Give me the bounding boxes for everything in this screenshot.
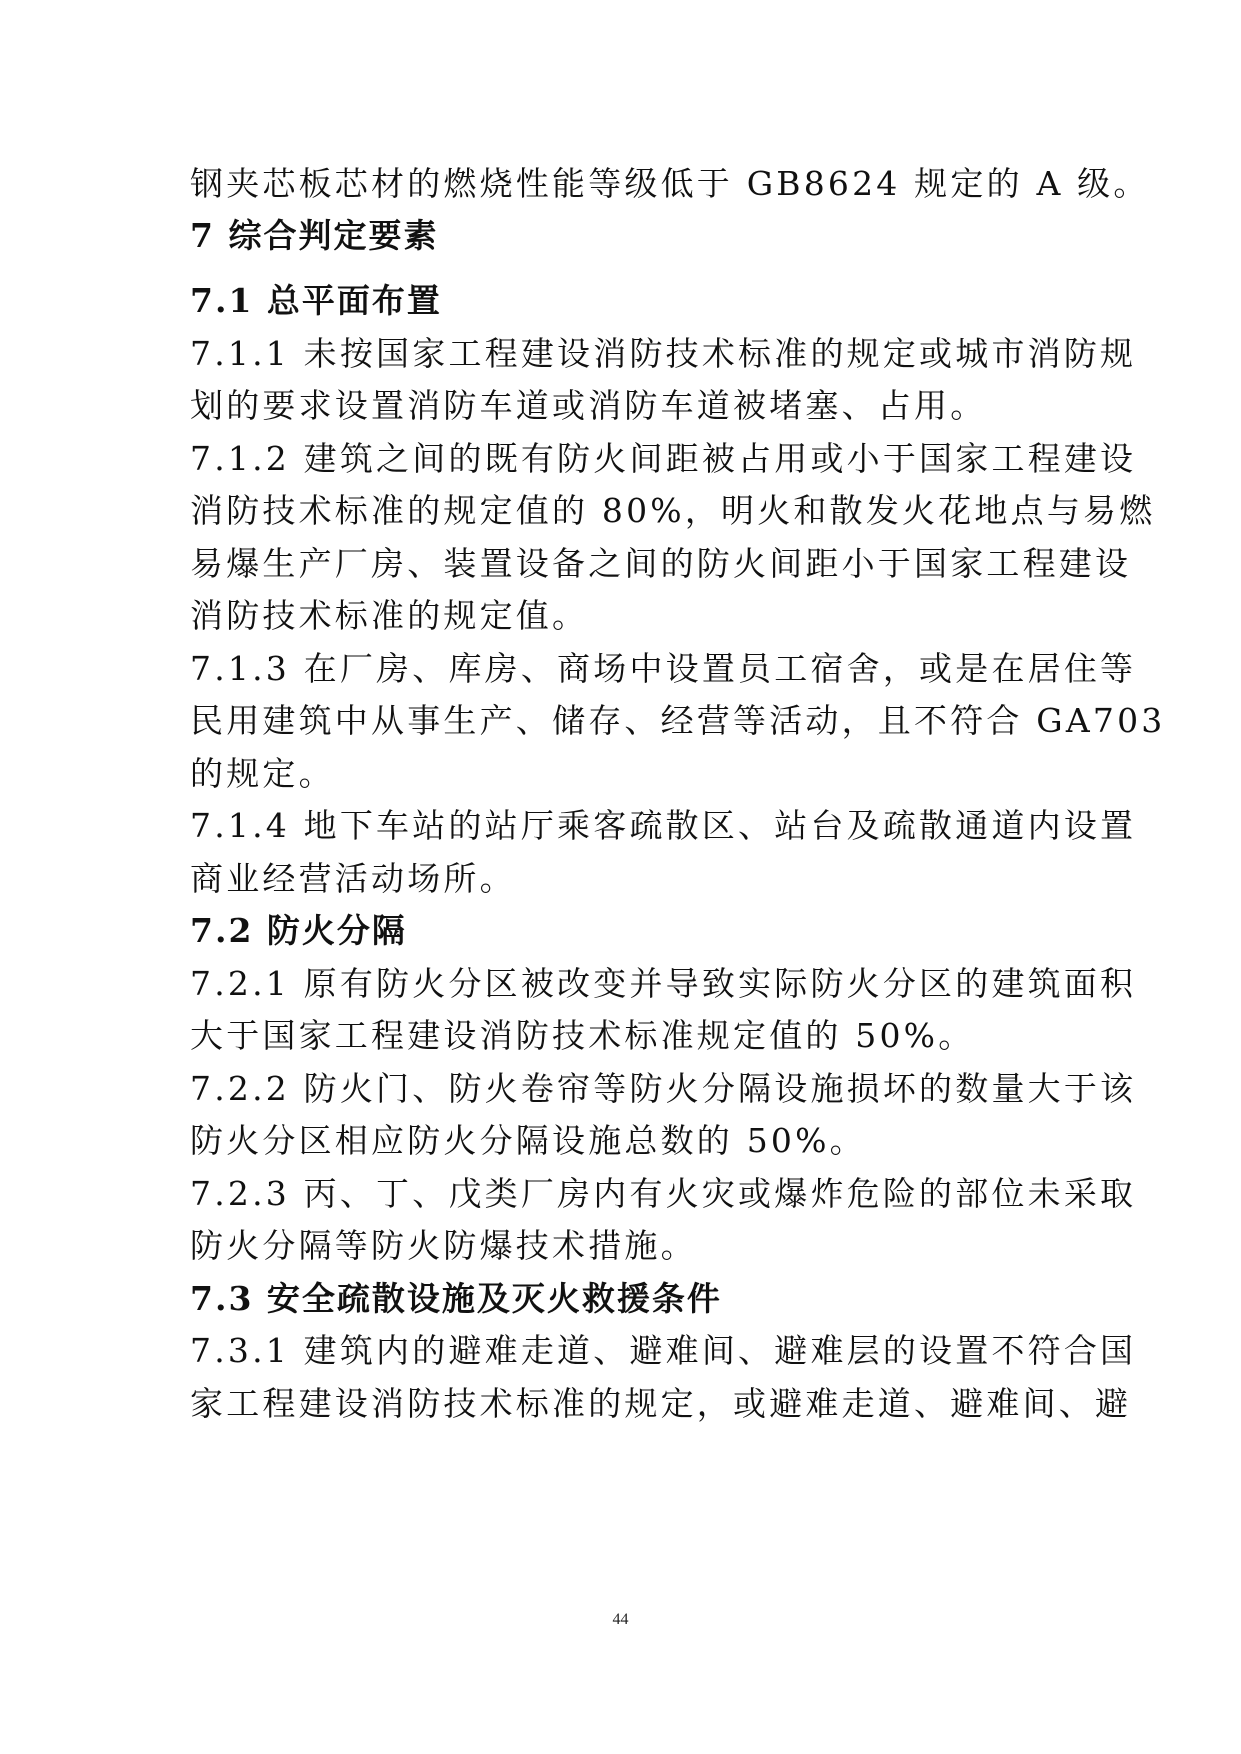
body-text-line: 大于国家工程建设消防技术标准规定值的 50%。 xyxy=(190,1016,975,1055)
body-text-line: 防火分区相应防火分隔设施总数的 50%。 xyxy=(190,1121,866,1160)
subsection-heading: 7.2 防火分隔 xyxy=(190,911,407,950)
body-text-line: 7.3.1 建筑内的避难走道、避难间、避难层的设置不符合国 xyxy=(190,1331,1137,1370)
body-text-line: 7.2.2 防火门、防火卷帘等防火分隔设施损坏的数量大于该 xyxy=(190,1069,1137,1108)
body-text-line: 7.1.4 地下车站的站厅乘客疏散区、站台及疏散通道内设置 xyxy=(190,806,1137,845)
section-heading: 7 综合判定要素 xyxy=(190,216,439,255)
body-text-line: 家工程建设消防技术标准的规定，或避难走道、避难间、避 xyxy=(190,1384,1132,1423)
body-text-line: 消防技术标准的规定值的 80%，明火和散发火花地点与易燃 xyxy=(190,491,1156,530)
subsection-heading: 7.3 安全疏散设施及灭火救援条件 xyxy=(190,1279,722,1318)
page-number: 44 xyxy=(612,1611,629,1628)
body-text-line: 7.1.2 建筑之间的既有防火间距被占用或小于国家工程建设 xyxy=(190,439,1137,478)
body-text-line: 7.2.1 原有防火分区被改变并导致实际防火分区的建筑面积 xyxy=(190,964,1137,1003)
body-text-line: 划的要求设置消防车道或消防车道被堵塞、占用。 xyxy=(190,386,987,425)
body-text-line: 的规定。 xyxy=(190,754,335,793)
body-text-line: 7.1.1 未按国家工程建设消防技术标准的规定或城市消防规 xyxy=(190,334,1137,373)
body-text-line: 民用建筑中从事生产、储存、经营等活动，且不符合 GA703 xyxy=(190,701,1166,740)
body-text-line: 7.1.3 在厂房、库房、商场中设置员工宿舍，或是在居住等 xyxy=(190,649,1137,688)
body-text-line: 消防技术标准的规定值。 xyxy=(190,596,589,635)
body-text-line: 防火分隔等防火防爆技术措施。 xyxy=(190,1226,697,1265)
body-text-line: 钢夹芯板芯材的燃烧性能等级低于 GB8624 规定的 A 级。 xyxy=(190,164,1150,203)
subsection-heading: 7.1 总平面布置 xyxy=(190,281,442,320)
body-text-line: 商业经营活动场所。 xyxy=(190,859,516,898)
body-text-line: 易爆生产厂房、装置设备之间的防火间距小于国家工程建设 xyxy=(190,544,1132,583)
body-text-line: 7.2.3 丙、丁、戊类厂房内有火灾或爆炸危险的部位未采取 xyxy=(190,1174,1137,1213)
